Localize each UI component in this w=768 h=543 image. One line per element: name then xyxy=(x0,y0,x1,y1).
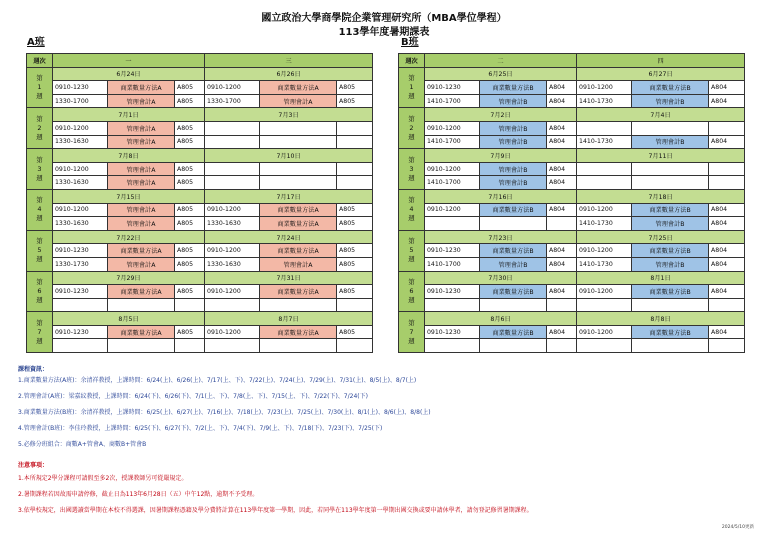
table-row xyxy=(399,176,745,190)
course-cell xyxy=(632,162,709,176)
room-cell xyxy=(547,298,577,312)
course-cell: 商業數量方法A xyxy=(108,244,175,258)
time-cell xyxy=(205,135,260,149)
course-cell xyxy=(108,339,175,353)
table-row xyxy=(27,162,373,176)
time-cell: 1330-1700 xyxy=(205,94,260,108)
time-cell: 0910-1230 xyxy=(425,325,480,339)
course-cell: 商業數量方法A xyxy=(260,203,337,217)
course-cell: 商業數量方法A xyxy=(260,81,337,95)
date-header-cell: 7月3日 xyxy=(205,108,373,122)
week-number-cell xyxy=(27,230,53,271)
room-cell: A804 xyxy=(547,325,577,339)
room-cell: A804 xyxy=(547,121,577,135)
course-cell: 管理會計A xyxy=(108,176,175,190)
time-cell: 0910-1230 xyxy=(53,285,108,299)
table-row xyxy=(399,121,745,135)
course-cell xyxy=(632,298,709,312)
page-subtitle: 113學年度暑期課表 xyxy=(338,27,430,38)
time-cell: 1410-1730 xyxy=(577,135,632,149)
time-cell: 1330-1630 xyxy=(53,217,108,231)
time-cell: 0910-1200 xyxy=(53,162,108,176)
week-number-cell xyxy=(399,230,425,271)
week-number-label: 第 5 週 xyxy=(408,237,415,264)
week-number-label: 第 4 週 xyxy=(36,196,43,223)
week-number-label: 第 4 週 xyxy=(408,196,415,223)
course-cell: 管理會計B xyxy=(480,257,547,271)
date-header-cell: 7月31日 xyxy=(205,271,373,285)
week-number-label: 第 3 週 xyxy=(408,155,415,182)
course-cell: 管理會計A xyxy=(260,94,337,108)
time-cell: 0910-1200 xyxy=(205,285,260,299)
table-row xyxy=(27,217,373,231)
room-cell: A805 xyxy=(337,81,373,95)
course-cell: 商業數量方法A xyxy=(108,285,175,299)
course-cell: 商業數量方法A xyxy=(108,81,175,95)
week-number-cell xyxy=(399,189,425,230)
table-row xyxy=(27,285,373,299)
course-cell xyxy=(260,298,337,312)
room-cell xyxy=(175,339,205,353)
table-row xyxy=(399,203,745,217)
time-cell xyxy=(577,339,632,353)
week-number-cell xyxy=(27,67,53,108)
course-cell xyxy=(260,121,337,135)
table-row xyxy=(399,81,745,95)
date-header-cell: 7月9日 xyxy=(425,149,577,163)
time-cell: 0910-1200 xyxy=(577,244,632,258)
room-cell xyxy=(337,121,373,135)
room-cell xyxy=(709,298,745,312)
notice-line: 2.暑期課程若因故需申請停修，截止日為113年6月28日（五）中午12點，逾期不予受理。 xyxy=(18,491,259,498)
room-cell xyxy=(337,135,373,149)
room-cell: A804 xyxy=(709,94,745,108)
room-cell: A804 xyxy=(547,162,577,176)
course-cell: 商業數量方法B xyxy=(632,325,709,339)
room-cell xyxy=(547,217,577,231)
course-cell: 商業數量方法B xyxy=(632,203,709,217)
week-column-header: 週次 xyxy=(27,54,53,68)
notices-heading: 注意事項： xyxy=(18,462,49,469)
week-number-cell xyxy=(27,271,53,312)
time-cell: 0910-1200 xyxy=(577,81,632,95)
notice-line: 3.依學校規定，出國選讀當學期在本校不得選課，因暑期課程憑籍及學分費將計算在113學年度第一學期，因此，若同學在113學年度第一學期出國交換或要申請休學者，請勿登記修習暑期課程。 xyxy=(18,507,533,514)
time-cell: 0910-1200 xyxy=(577,285,632,299)
time-cell: 1410-1700 xyxy=(425,94,480,108)
time-cell xyxy=(53,339,108,353)
time-cell: 0910-1200 xyxy=(53,121,108,135)
course-info-section xyxy=(18,366,758,449)
room-cell: A804 xyxy=(709,244,745,258)
course-info-line: 5.必修分班組合：商數A+管會A、商數B+管會B xyxy=(18,441,147,448)
room-cell xyxy=(709,339,745,353)
room-cell: A805 xyxy=(175,257,205,271)
time-cell: 0910-1200 xyxy=(577,325,632,339)
table-row xyxy=(27,94,373,108)
course-cell: 商業數量方法B xyxy=(480,244,547,258)
time-cell: 1330-1730 xyxy=(53,257,108,271)
course-cell xyxy=(632,339,709,353)
date-header-cell: 8月6日 xyxy=(425,312,577,326)
time-cell xyxy=(53,298,108,312)
room-cell: A804 xyxy=(547,135,577,149)
course-cell: 管理會計A xyxy=(108,257,175,271)
course-cell: 商業數量方法B xyxy=(632,285,709,299)
course-info-line: 4.管理會計(B班)：李佳玲教授，上課時間：6/25(下)、6/27(下)、7/2(上、下)、7/4(下)、7/9(上、下)、7/18(下)、7/23(下)、7/25(下) xyxy=(18,425,383,432)
room-cell: A804 xyxy=(547,203,577,217)
course-cell: 管理會計B xyxy=(632,217,709,231)
room-cell: A805 xyxy=(175,94,205,108)
room-cell xyxy=(709,121,745,135)
course-cell: 管理會計A xyxy=(108,162,175,176)
course-cell: 管理會計A xyxy=(108,203,175,217)
week-number-label: 第 3 週 xyxy=(36,155,43,182)
room-cell xyxy=(337,339,373,353)
course-cell: 管理會計A xyxy=(108,135,175,149)
course-cell xyxy=(632,176,709,190)
week-column-header: 週次 xyxy=(399,54,425,68)
week-number-label: 第 1 週 xyxy=(408,73,415,100)
course-cell: 管理會計B xyxy=(480,176,547,190)
room-cell: A805 xyxy=(175,121,205,135)
time-cell: 1330-1630 xyxy=(205,217,260,231)
time-cell: 0910-1200 xyxy=(425,121,480,135)
room-cell: A805 xyxy=(175,135,205,149)
course-cell: 商業數量方法A xyxy=(260,285,337,299)
time-cell: 1330-1700 xyxy=(53,94,108,108)
table-row xyxy=(27,121,373,135)
time-cell: 0910-1200 xyxy=(425,203,480,217)
date-header-cell: 7月1日 xyxy=(53,108,205,122)
time-cell xyxy=(577,298,632,312)
room-cell: A805 xyxy=(337,285,373,299)
time-cell xyxy=(205,339,260,353)
course-cell: 商業數量方法A xyxy=(260,325,337,339)
course-cell: 管理會計B xyxy=(632,94,709,108)
time-cell: 0910-1230 xyxy=(425,81,480,95)
table-row xyxy=(27,339,373,353)
room-cell: A804 xyxy=(709,81,745,95)
room-cell: A805 xyxy=(175,325,205,339)
time-cell: 1330-1630 xyxy=(205,257,260,271)
room-cell: A804 xyxy=(547,285,577,299)
table-row xyxy=(399,244,745,258)
table-row xyxy=(27,203,373,217)
room-cell xyxy=(337,162,373,176)
date-header-cell: 7月10日 xyxy=(205,149,373,163)
week-number-cell xyxy=(399,312,425,353)
date-header-cell: 7月25日 xyxy=(577,230,745,244)
date-header-cell: 7月30日 xyxy=(425,271,577,285)
notices-section xyxy=(18,462,758,515)
table-row xyxy=(399,257,745,271)
room-cell: A805 xyxy=(175,203,205,217)
date-header-cell: 7月23日 xyxy=(425,230,577,244)
date-header-cell: 8月7日 xyxy=(205,312,373,326)
time-cell xyxy=(425,298,480,312)
time-cell: 1410-1730 xyxy=(577,94,632,108)
room-cell: A805 xyxy=(175,285,205,299)
course-cell: 商業數量方法A xyxy=(108,325,175,339)
course-info-line: 2.管理會計(A班)：梁嘉紋教授，上課時間：6/24(下)、6/26(下)、7/1(上、下)、7/8(上、下)、7/15(上、下)、7/22(下)、7/24(下) xyxy=(18,393,368,400)
course-cell xyxy=(260,339,337,353)
room-cell: A805 xyxy=(175,162,205,176)
time-cell xyxy=(205,176,260,190)
table-row xyxy=(399,285,745,299)
table-row xyxy=(399,135,745,149)
class-b-label: B班 xyxy=(401,37,419,48)
course-cell: 商業數量方法A xyxy=(260,244,337,258)
time-cell xyxy=(205,162,260,176)
course-cell: 商業數量方法A xyxy=(260,217,337,231)
time-cell xyxy=(577,121,632,135)
course-cell: 商業數量方法B xyxy=(480,325,547,339)
course-cell xyxy=(632,121,709,135)
time-cell: 0910-1200 xyxy=(205,203,260,217)
course-cell: 管理會計B xyxy=(480,94,547,108)
date-header-cell: 8月8日 xyxy=(577,312,745,326)
time-cell xyxy=(577,176,632,190)
table-row xyxy=(27,325,373,339)
time-cell xyxy=(425,339,480,353)
update-date: 2024/5/10更新 xyxy=(721,525,754,530)
week-number-cell xyxy=(27,312,53,353)
course-cell xyxy=(260,162,337,176)
week-number-cell xyxy=(399,271,425,312)
course-cell: 管理會計B xyxy=(632,135,709,149)
table-row xyxy=(399,325,745,339)
course-cell: 管理會計A xyxy=(108,121,175,135)
room-cell xyxy=(709,162,745,176)
room-cell xyxy=(175,298,205,312)
time-cell: 1410-1700 xyxy=(425,257,480,271)
table-row xyxy=(27,81,373,95)
notice-line: 1.本所規定2學分課程可請假至多2次，授課教師另可從嚴規定。 xyxy=(18,475,188,482)
table-row xyxy=(27,257,373,271)
course-cell xyxy=(480,339,547,353)
table-row xyxy=(27,135,373,149)
course-cell: 商業數量方法B xyxy=(480,285,547,299)
time-cell: 1410-1730 xyxy=(577,217,632,231)
date-header-cell: 8月1日 xyxy=(577,271,745,285)
room-cell: A805 xyxy=(337,217,373,231)
course-cell: 管理會計B xyxy=(480,135,547,149)
course-cell: 管理會計B xyxy=(632,257,709,271)
course-info-heading: 課程資訊： xyxy=(18,366,49,373)
date-header-cell: 6月24日 xyxy=(53,67,205,81)
date-header-cell: 6月25日 xyxy=(425,67,577,81)
week-number-cell xyxy=(399,108,425,149)
course-cell: 商業數量方法B xyxy=(480,203,547,217)
course-cell: 管理會計A xyxy=(108,217,175,231)
time-cell: 0910-1230 xyxy=(425,285,480,299)
week-number-label: 第 2 週 xyxy=(408,114,415,141)
time-cell: 0910-1230 xyxy=(53,325,108,339)
room-cell xyxy=(337,298,373,312)
room-cell xyxy=(547,339,577,353)
date-header-cell: 6月26日 xyxy=(205,67,373,81)
week-number-cell xyxy=(27,189,53,230)
course-cell: 管理會計B xyxy=(480,162,547,176)
time-cell: 1410-1730 xyxy=(577,257,632,271)
table-row xyxy=(27,176,373,190)
week-number-label: 第 7 週 xyxy=(36,318,43,345)
time-cell: 0910-1200 xyxy=(425,162,480,176)
room-cell: A805 xyxy=(175,244,205,258)
time-cell xyxy=(205,121,260,135)
class-a-label: A班 xyxy=(27,37,45,48)
time-cell: 0910-1200 xyxy=(577,203,632,217)
room-cell: A805 xyxy=(175,217,205,231)
room-cell: A805 xyxy=(337,257,373,271)
week-number-label: 第 6 週 xyxy=(36,277,43,304)
course-cell xyxy=(260,135,337,149)
course-cell: 管理會計A xyxy=(260,257,337,271)
time-cell: 1410-1700 xyxy=(425,176,480,190)
time-cell xyxy=(577,162,632,176)
time-cell xyxy=(425,217,480,231)
room-cell: A805 xyxy=(337,244,373,258)
date-header-cell: 7月15日 xyxy=(53,189,205,203)
course-cell xyxy=(480,217,547,231)
table-row xyxy=(27,298,373,312)
room-cell: A804 xyxy=(709,285,745,299)
room-cell: A804 xyxy=(709,257,745,271)
time-cell: 0910-1200 xyxy=(205,244,260,258)
date-header-cell: 7月22日 xyxy=(53,230,205,244)
week-number-label: 第 7 週 xyxy=(408,318,415,345)
course-info-line: 3.商業數量方法(B班)：余清祥教授，上課時間：6/25(上)、6/27(上)、7/16(上)、7/18(上)、7/23(上)、7/25(上)、7/30(上)、8/1(上)、8/6(上)、8/8(上) xyxy=(18,409,431,416)
date-header-cell: 8月5日 xyxy=(53,312,205,326)
week-number-label: 第 6 週 xyxy=(408,277,415,304)
date-header-cell: 6月27日 xyxy=(577,67,745,81)
room-cell: A805 xyxy=(175,176,205,190)
room-cell: A804 xyxy=(547,176,577,190)
time-cell: 1330-1630 xyxy=(53,135,108,149)
date-header-cell: 7月2日 xyxy=(425,108,577,122)
table-row xyxy=(399,217,745,231)
course-cell: 管理會計A xyxy=(108,94,175,108)
table-row xyxy=(399,298,745,312)
course-cell: 商業數量方法B xyxy=(632,244,709,258)
room-cell: A805 xyxy=(337,94,373,108)
room-cell: A804 xyxy=(547,94,577,108)
date-header-cell: 7月17日 xyxy=(205,189,373,203)
date-header-cell: 7月18日 xyxy=(577,189,745,203)
room-cell: A804 xyxy=(709,203,745,217)
course-cell: 商業數量方法B xyxy=(480,81,547,95)
room-cell xyxy=(709,176,745,190)
room-cell: A805 xyxy=(337,325,373,339)
course-info-line: 1.商業數量方法(A班)：余清祥教授，上課時間：6/24(上)、6/26(上)、7/17(上、下)、7/22(上)、7/24(上)、7/29(上)、7/31(上)、8/5(上)、8/7(上) xyxy=(18,377,417,384)
time-cell: 0910-1230 xyxy=(425,244,480,258)
table-row xyxy=(399,94,745,108)
table-row xyxy=(399,162,745,176)
time-cell: 0910-1200 xyxy=(205,81,260,95)
time-cell: 0910-1200 xyxy=(53,203,108,217)
room-cell: A804 xyxy=(709,325,745,339)
week-number-label: 第 5 週 xyxy=(36,237,43,264)
date-header-cell: 7月4日 xyxy=(577,108,745,122)
course-cell: 商業數量方法B xyxy=(632,81,709,95)
day-header-thu: 四 xyxy=(577,54,745,68)
time-cell xyxy=(205,298,260,312)
day-header-tue: 二 xyxy=(425,54,577,68)
week-number-cell xyxy=(399,149,425,190)
week-number-label: 第 1 週 xyxy=(36,73,43,100)
course-cell: 管理會計B xyxy=(480,121,547,135)
course-cell xyxy=(260,176,337,190)
room-cell: A805 xyxy=(337,203,373,217)
time-cell: 1330-1630 xyxy=(53,176,108,190)
course-cell xyxy=(108,298,175,312)
date-header-cell: 7月16日 xyxy=(425,189,577,203)
room-cell: A804 xyxy=(709,217,745,231)
page-title: 國立政治大學商學院企業管理研究所（MBA學位學程） xyxy=(261,13,507,24)
room-cell xyxy=(337,176,373,190)
room-cell: A805 xyxy=(175,81,205,95)
day-header-mon: 一 xyxy=(53,54,205,68)
date-header-cell: 7月8日 xyxy=(53,149,205,163)
week-number-label: 第 2 週 xyxy=(36,114,43,141)
time-cell: 0910-1230 xyxy=(53,244,108,258)
date-header-cell: 7月29日 xyxy=(53,271,205,285)
table-row xyxy=(399,339,745,353)
day-header-wed: 三 xyxy=(205,54,373,68)
time-cell: 0910-1230 xyxy=(53,81,108,95)
week-number-cell xyxy=(27,149,53,190)
schedule-table-b xyxy=(398,53,745,353)
schedule-table-a xyxy=(26,53,373,353)
table-row xyxy=(27,244,373,258)
date-header-cell: 7月11日 xyxy=(577,149,745,163)
week-number-cell xyxy=(399,67,425,108)
time-cell: 1410-1700 xyxy=(425,135,480,149)
week-number-cell xyxy=(27,108,53,149)
room-cell: A804 xyxy=(547,244,577,258)
course-cell xyxy=(480,298,547,312)
room-cell: A804 xyxy=(547,81,577,95)
date-header-cell: 7月24日 xyxy=(205,230,373,244)
room-cell: A804 xyxy=(547,257,577,271)
time-cell: 0910-1200 xyxy=(205,325,260,339)
room-cell: A804 xyxy=(709,135,745,149)
